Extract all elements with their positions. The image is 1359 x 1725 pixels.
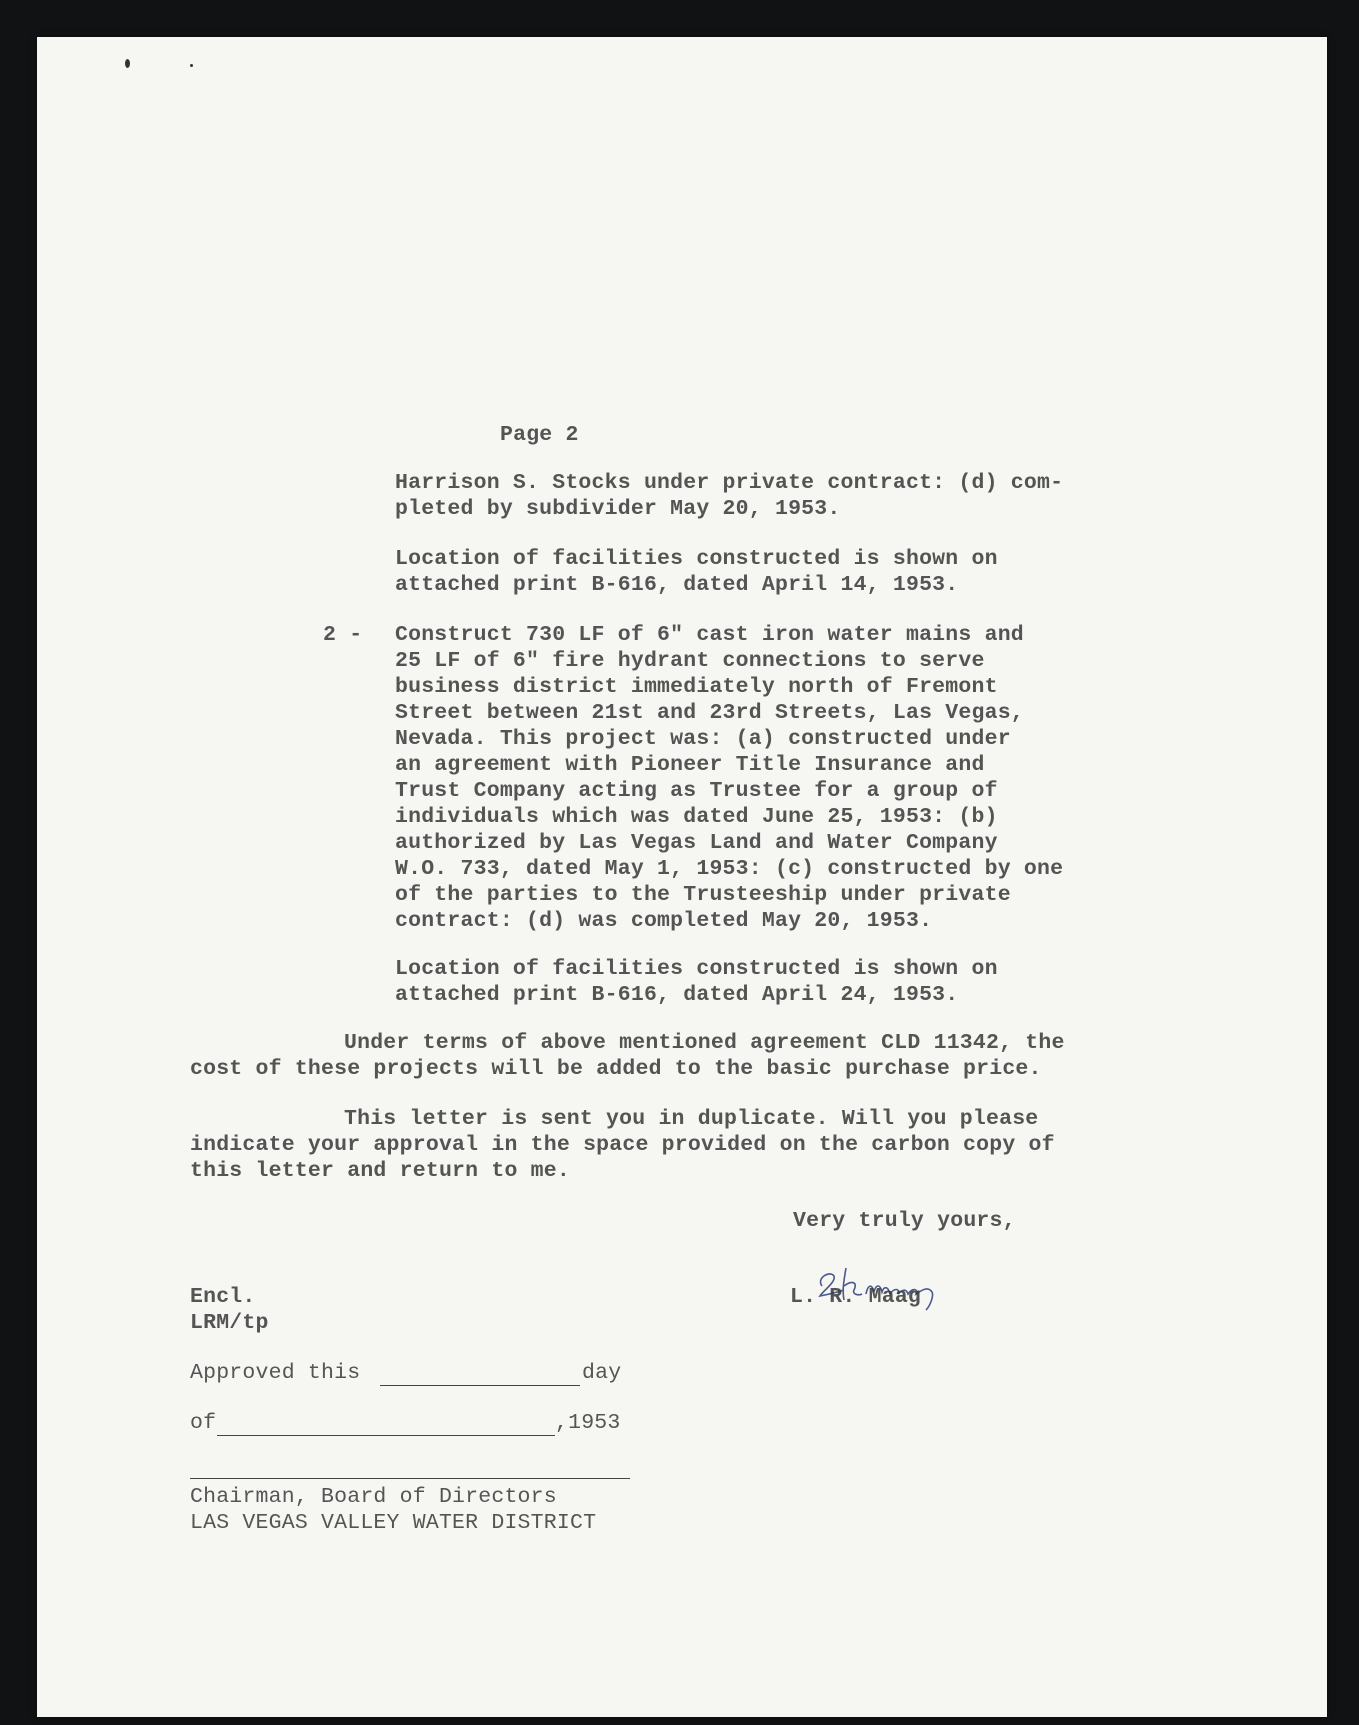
item2-line: contract: (d) was completed May 20, 1953. xyxy=(395,909,933,933)
chairman-signature-line xyxy=(190,1478,630,1479)
typist-initials: LRM/tp xyxy=(190,1311,269,1335)
terms-paragraph-line: Under terms of above mentioned agreement CLD 11342, the xyxy=(344,1031,1065,1055)
page-number: Page 2 xyxy=(500,423,579,447)
item2-line: of the parties to the Trusteeship under private xyxy=(395,883,1011,907)
closing: Very truly yours, xyxy=(793,1209,1016,1233)
item2-line: 25 LF of 6" fire hydrant connections to serve xyxy=(395,649,985,673)
item2-line: authorized by Las Vegas Land and Water Company xyxy=(395,831,998,855)
item2-line: Trust Company acting as Trustee for a group of xyxy=(395,779,998,803)
item2-number: 2 - xyxy=(323,623,363,647)
item2-line: Nevada. This project was: (a) constructed under xyxy=(395,727,1011,751)
item2-line: business district immediately north of Fremont xyxy=(395,675,998,699)
of-year: ,1953 xyxy=(555,1411,621,1435)
of-label: of xyxy=(190,1411,217,1435)
chairman-title: Chairman, Board of Directors xyxy=(190,1485,557,1509)
terms-paragraph-line: cost of these projects will be added to the basic purchase price. xyxy=(190,1057,1042,1081)
of-month-blank xyxy=(217,1435,555,1436)
item2-line: Street between 21st and 23rd Streets, Las Vegas, xyxy=(395,701,1024,725)
paper-speck xyxy=(190,64,193,67)
district-name: LAS VEGAS VALLEY WATER DISTRICT xyxy=(190,1511,597,1535)
duplicate-paragraph-line: This letter is sent you in duplicate. Will you please xyxy=(344,1107,1039,1131)
item2-line: W.O. 733, dated May 1, 1953: (c) constructed by one xyxy=(395,857,1064,881)
item2-location-line: attached print B-616, dated April 24, 1953. xyxy=(395,983,959,1007)
item2-line: individuals which was dated June 25, 1953: (b) xyxy=(395,805,998,829)
approved-label: Approved this xyxy=(190,1361,361,1385)
approved-day-suffix: day xyxy=(582,1361,622,1385)
enclosure-note: Encl. xyxy=(190,1285,256,1309)
item2-line: an agreement with Pioneer Title Insurance and xyxy=(395,753,985,777)
item1-location-line: attached print B-616, dated April 14, 1953. xyxy=(395,573,959,597)
duplicate-paragraph-line: this letter and return to me. xyxy=(190,1159,570,1183)
approved-day-blank xyxy=(380,1385,580,1386)
signer-name: L. R. Maag xyxy=(790,1285,922,1309)
paper-speck xyxy=(125,59,130,68)
duplicate-paragraph-line: indicate your approval in the space provided on the carbon copy of xyxy=(190,1133,1055,1157)
item1-location-line: Location of facilities constructed is shown on xyxy=(395,547,998,571)
item2-line: Construct 730 LF of 6" cast iron water mains and xyxy=(395,623,1024,647)
item1-continuation-line: Harrison S. Stocks under private contract: (d) com- xyxy=(395,471,1064,495)
item1-continuation-line: pleted by subdivider May 20, 1953. xyxy=(395,497,841,521)
item2-location-line: Location of facilities constructed is shown on xyxy=(395,957,998,981)
